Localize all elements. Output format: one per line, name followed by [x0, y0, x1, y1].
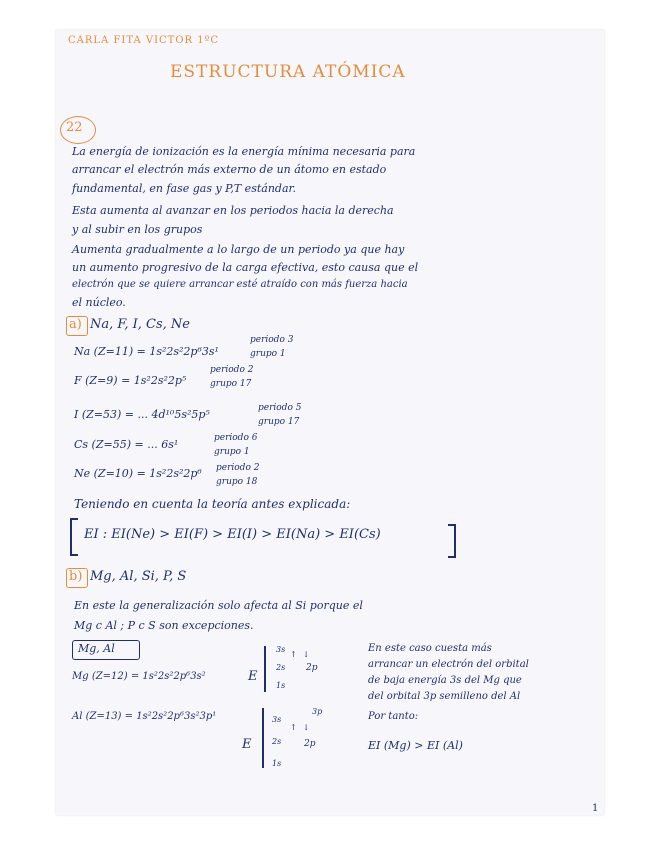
ei-order-result: EI : EI(Ne) > EI(F) > EI(I) > EI(Na) > EI(Cs) [84, 527, 381, 542]
f-grupo: grupo 17 [210, 379, 252, 389]
energy-axis-al [262, 708, 264, 768]
intro-line-6: Aumenta gradualmente a lo largo de un periodo ya que hay [72, 243, 405, 256]
expl-line-4: del orbital 3p semilleno del Al [368, 691, 521, 702]
expl-line-1: En este caso cuesta más [368, 643, 492, 654]
na-grupo: grupo 1 [250, 349, 286, 359]
orbital-3s-mg: 3s [276, 645, 286, 654]
result-bracket-left [70, 518, 78, 556]
f-periodo: periodo 2 [210, 365, 254, 375]
orbital-1s-al: 1s [272, 759, 282, 768]
result-bracket-right [448, 524, 456, 558]
exercise-number: 22 [66, 120, 83, 135]
arrows-2p-al: ↑↓ [290, 723, 316, 732]
author-name: CARLA FITA VICTOR 1ºC [68, 35, 219, 46]
orbital-1s-mg: 1s [276, 681, 286, 690]
ne-periodo: periodo 2 [216, 463, 260, 473]
expl-line-5: Por tanto: [368, 711, 419, 722]
orbital-2p-mg: 2p [306, 663, 318, 673]
expl-line-6: EI (Mg) > EI (Al) [368, 739, 463, 752]
teniendo-text: Teniendo en cuenta la teoría antes explicada: [74, 497, 351, 511]
energy-axis-mg [264, 646, 266, 692]
intro-line-9: el núcleo. [72, 296, 126, 309]
expl-line-3: de baja energía 3s del Mg que [368, 675, 522, 686]
intro-line-3: fundamental, en fase gas y P,T estándar. [72, 182, 297, 195]
intro-line-8: electrón que se quiere arrancar esté atraído con más fuerza hacia [72, 279, 408, 290]
expl-line-2: arrancar un electrón del orbital [368, 659, 529, 670]
i-grupo: grupo 17 [258, 417, 300, 427]
ne-grupo: grupo 18 [216, 477, 258, 487]
energy-label-al: E [242, 737, 252, 752]
intro-line-4: Esta aumenta al avanzar en los periodos hacia la derecha [72, 204, 394, 217]
arrows-2p-mg: ↑↓ [290, 650, 316, 659]
na-periodo: periodo 3 [250, 335, 294, 345]
orbital-2s-al: 2s [272, 737, 282, 746]
cs-config: Cs (Z=55) = ... 6s¹ [74, 438, 179, 451]
f-config: F (Z=9) = 1s²2s²2p⁵ [74, 374, 187, 387]
mg-al-label: Mg, Al [78, 642, 115, 655]
part-b-elements: Mg, Al, Si, P, S [90, 569, 187, 584]
generalization-line-1: En este la generalización solo afecta al Si porque el [74, 599, 363, 612]
cs-periodo: periodo 6 [214, 433, 258, 443]
intro-line-7: un aumento progresivo de la carga efectiva, esto causa que el [72, 261, 419, 274]
orbital-2p-al: 2p [304, 739, 316, 749]
intro-line-2: arrancar el electrón más externo de un átomo en estado [72, 163, 387, 176]
intro-line-5: y al subir en los grupos [72, 223, 203, 236]
cs-grupo: grupo 1 [214, 447, 250, 457]
page-title: ESTRUCTURA ATÓMICA [170, 62, 406, 82]
page-number: 1 [592, 803, 599, 814]
i-config: I (Z=53) = ... 4d¹⁰5s²5p⁵ [74, 408, 210, 421]
energy-label-mg: E [248, 669, 258, 684]
orbital-2s-mg: 2s [276, 663, 286, 672]
orbital-3p-al: 3p [312, 707, 323, 716]
orbital-3s-al: 3s [272, 715, 282, 724]
part-a-elements: Na, F, I, Cs, Ne [90, 317, 191, 332]
al-config: Al (Z=13) = 1s²2s²2p⁶3s²3p¹ [72, 711, 217, 722]
ne-config: Ne (Z=10) = 1s²2s²2p⁶ [74, 467, 202, 480]
i-periodo: periodo 5 [258, 403, 302, 413]
mg-config: Mg (Z=12) = 1s²2s²2p⁶3s² [72, 671, 206, 682]
part-b-label: b) [69, 569, 83, 584]
intro-line-1: La energía de ionización es la energía mínima necesaria para [72, 145, 416, 158]
generalization-line-2: Mg c Al ; P c S son excepciones. [74, 619, 254, 632]
part-a-label: a) [69, 317, 82, 332]
na-config: Na (Z=11) = 1s²2s²2p⁶3s¹ [74, 345, 219, 358]
